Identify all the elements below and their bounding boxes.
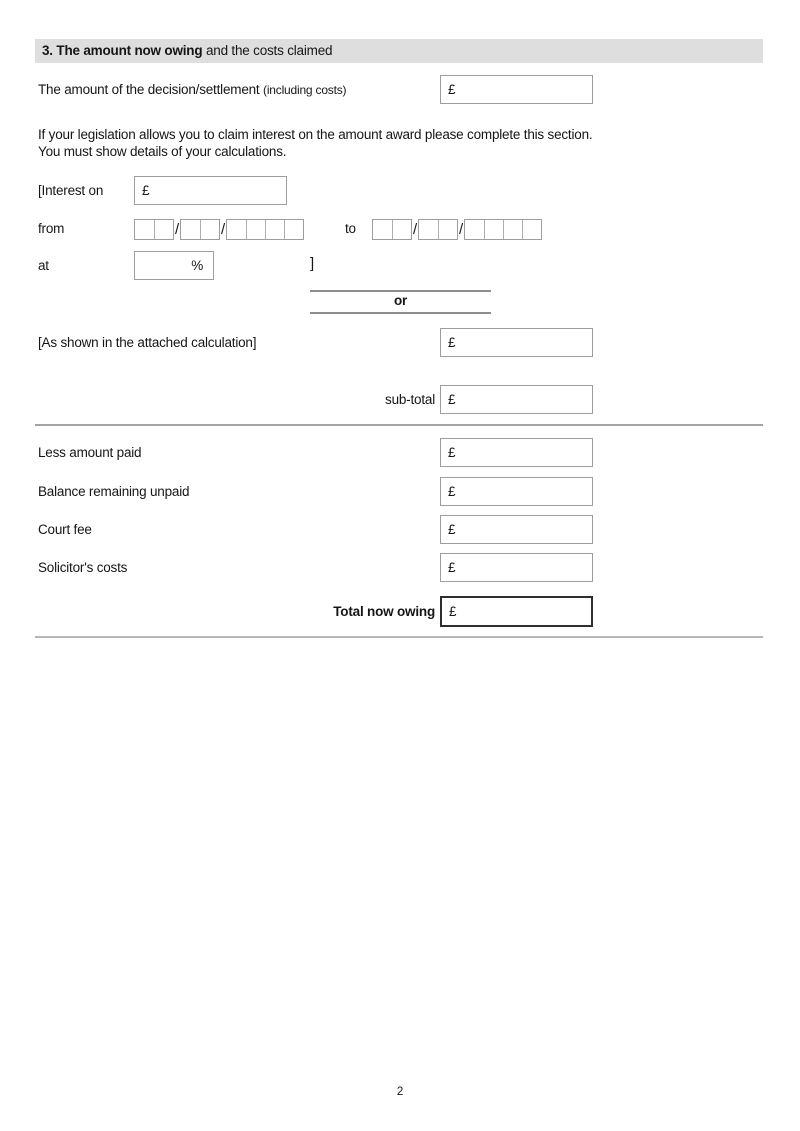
total-now-owing-label: Total now owing	[333, 604, 435, 619]
date-to-group	[372, 219, 542, 240]
interest-amount-input[interactable]	[149, 177, 286, 204]
or-divider-line-top	[310, 290, 491, 292]
date-cell[interactable]	[265, 220, 284, 239]
date-cell[interactable]	[503, 220, 522, 239]
date-to-month-box	[418, 219, 458, 240]
solicitors-costs-box	[440, 553, 593, 582]
interest-rate-input[interactable]	[135, 252, 191, 279]
amount-row-label: Solicitor's costs	[38, 560, 128, 575]
pound-symbol: £	[448, 560, 456, 575]
attached-calculation-label: [As shown in the attached calculation]	[38, 335, 257, 350]
date-slash: /	[458, 221, 463, 238]
date-cell[interactable]	[284, 220, 303, 239]
balance-remaining-input[interactable]	[455, 478, 592, 505]
court-fee-input[interactable]	[455, 516, 592, 543]
date-cell[interactable]	[181, 220, 200, 239]
pound-symbol: £	[448, 392, 456, 407]
date-slash: /	[175, 221, 179, 238]
at-label: at	[38, 258, 49, 273]
or-divider-line-bottom	[310, 312, 491, 314]
date-cell[interactable]	[419, 220, 438, 239]
interest-rate-box	[134, 251, 214, 280]
date-cell[interactable]	[200, 220, 219, 239]
date-from-month-box	[180, 219, 220, 240]
interest-instructions-line1: If your legislation allows you to claim interest on the amount award please complete this section.	[38, 127, 593, 142]
court-fee-box	[440, 515, 593, 544]
pound-symbol: £	[448, 445, 456, 460]
date-cell[interactable]	[484, 220, 503, 239]
date-to-day-box	[372, 219, 412, 240]
to-label: to	[345, 221, 356, 236]
pound-symbol: £	[448, 335, 456, 350]
amount-row-label: Court fee	[38, 522, 92, 537]
date-from-year-box	[226, 219, 304, 240]
pound-symbol: £	[448, 522, 456, 537]
date-slash: /	[220, 221, 225, 238]
interest-instructions	[38, 127, 592, 160]
date-from-day-box	[134, 219, 174, 240]
subtotal-label: sub-total	[385, 392, 435, 407]
section-divider	[35, 424, 763, 426]
date-cell[interactable]	[154, 220, 173, 239]
closing-bracket: ]	[310, 255, 314, 272]
date-cell[interactable]	[135, 220, 154, 239]
pound-symbol: £	[142, 183, 150, 198]
date-cell[interactable]	[465, 220, 484, 239]
date-cell[interactable]	[373, 220, 392, 239]
date-cell[interactable]	[438, 220, 457, 239]
amount-row-label: Less amount paid	[38, 445, 142, 460]
decision-amount-box	[440, 75, 593, 104]
interest-on-label: [Interest on	[38, 183, 104, 198]
date-from-group	[134, 219, 304, 240]
from-label: from	[38, 221, 65, 236]
percent-symbol: %	[191, 258, 203, 273]
date-to-year-box	[464, 219, 542, 240]
amount-row-label: Balance remaining unpaid	[38, 484, 190, 499]
section-header-bar	[35, 39, 763, 63]
interest-instructions-line2: You must show details of your calculations.	[38, 143, 287, 159]
pound-symbol: £	[448, 484, 456, 499]
date-cell[interactable]	[522, 220, 541, 239]
subtotal-box	[440, 385, 593, 414]
balance-remaining-box	[440, 477, 593, 506]
interest-amount-box	[134, 176, 287, 205]
attached-calculation-box	[440, 328, 593, 357]
section-divider	[35, 636, 763, 638]
date-slash: /	[413, 221, 417, 238]
date-cell[interactable]	[246, 220, 265, 239]
total-now-owing-box	[440, 596, 593, 627]
section-subtitle: and the costs claimed	[202, 43, 333, 58]
section-title: 3. The amount now owing	[42, 43, 203, 58]
attached-calculation-input[interactable]	[455, 329, 592, 356]
less-amount-paid-box	[440, 438, 593, 467]
solicitors-costs-input[interactable]	[455, 554, 592, 581]
or-label: or	[393, 293, 408, 308]
decision-amount-label: The amount of the decision/settlement (including costs)	[38, 82, 347, 97]
subtotal-input[interactable]	[455, 386, 592, 413]
total-now-owing-input[interactable]	[456, 598, 591, 625]
pound-symbol: £	[449, 604, 457, 619]
date-cell[interactable]	[392, 220, 411, 239]
page-number: 2	[396, 1086, 404, 1098]
decision-amount-label-note: (including costs)	[263, 83, 347, 97]
pound-symbol: £	[448, 82, 456, 97]
date-cell[interactable]	[227, 220, 246, 239]
decision-amount-input[interactable]	[455, 76, 592, 103]
less-amount-paid-input[interactable]	[455, 439, 592, 466]
